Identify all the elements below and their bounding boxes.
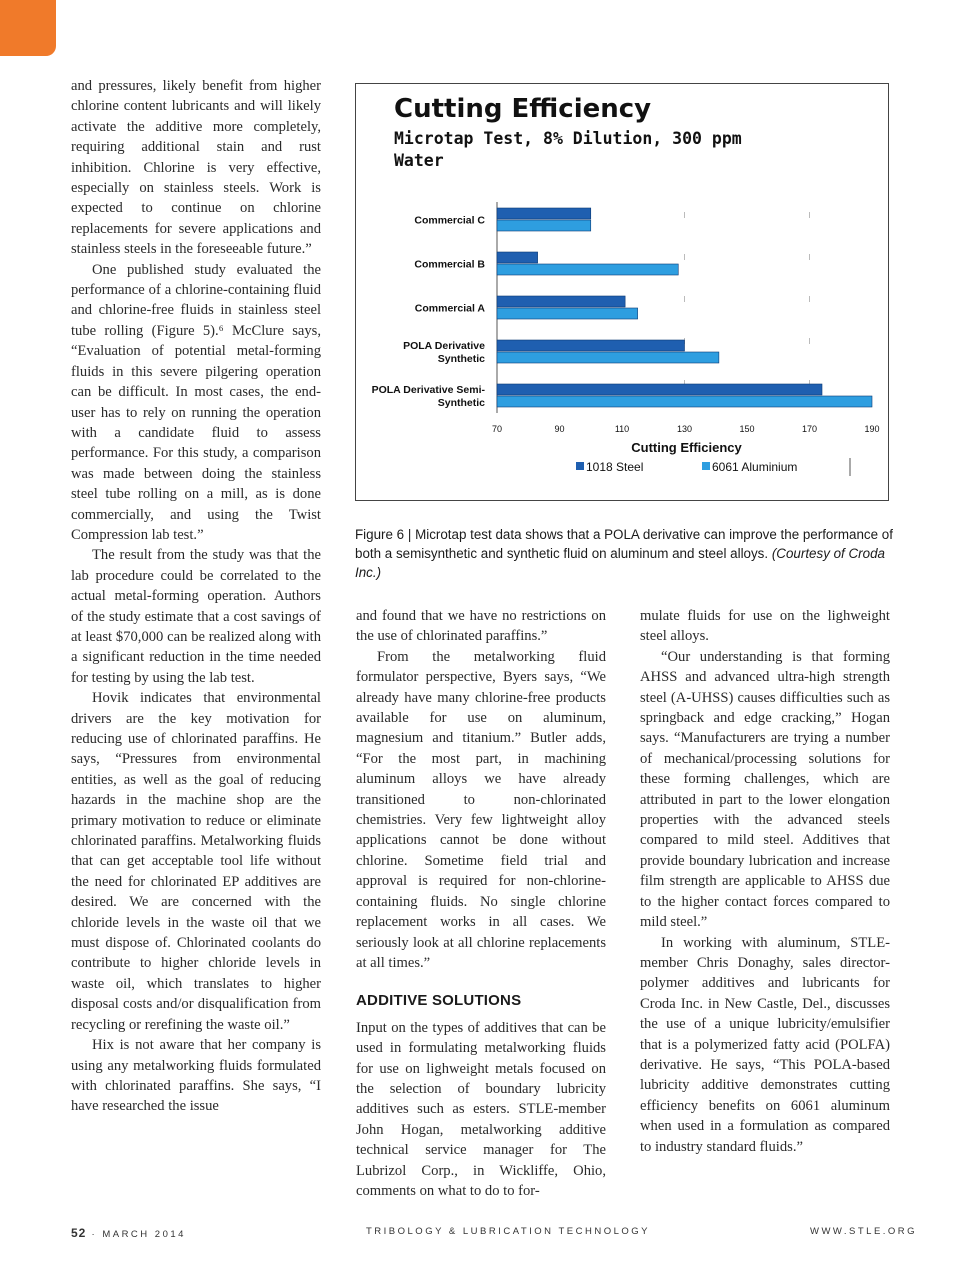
page-number: 52 xyxy=(71,1226,87,1240)
x-tick-label: 70 xyxy=(491,424,503,434)
left-column xyxy=(71,76,321,1117)
bar-6061-aluminium xyxy=(497,396,872,407)
cutting-efficiency-chart xyxy=(356,84,888,500)
category-label: Commercial A xyxy=(414,302,485,315)
category-label: POLA Derivative Semi- xyxy=(371,384,485,396)
caption-label: Figure 6 xyxy=(355,527,405,542)
x-tick-label: 190 xyxy=(864,424,880,434)
middle-paragraph-2: From the metalworking fluid formulator perspective, Byers says, “We already have many chlorine-free products available for use on aluminum, magnesium and titanium.” Butler adds, “For the most part, in machining aluminum alloys we have already transitioned to non-chlorinated chemistries. Very few lightweight alloy applications cannot be done without chlorine. Sometime field trial and approval is required for non-chlorine-containing fluids. No single chlorine replacement works in all cases. We seriously look at all chlorine replacements at all times.” xyxy=(356,648,606,971)
middle-paragraph-1: and found that we have no restrictions on the use of chlorinated paraffins.” xyxy=(356,608,606,645)
bar-1018-steel xyxy=(497,208,591,219)
left-paragraph-5: Hix is not aware that her company is using any metalworking fluids formulated with chlorinated paraffins. She says, “I have researched the issue xyxy=(71,1037,321,1115)
section-heading: ADDITIVE SOLUTIONS xyxy=(356,992,522,1010)
category-label: Commercial B xyxy=(414,258,485,271)
category-label: POLA Derivative xyxy=(403,340,485,352)
legend-label: 6061 Aluminium xyxy=(712,460,798,474)
caption-credit: (Courtesy of Croda Inc.) xyxy=(355,546,885,580)
bar-1018-steel xyxy=(497,384,822,395)
orange-corner-tab xyxy=(0,0,56,56)
category-label: Synthetic xyxy=(437,353,485,365)
bar-1018-steel xyxy=(497,252,538,263)
bar-1018-steel xyxy=(497,340,685,351)
chart-figure xyxy=(355,83,889,501)
x-tick-label: 130 xyxy=(676,424,693,434)
x-axis-label: Cutting Efficiency xyxy=(631,440,742,455)
chart-title: Cutting Efficiency xyxy=(394,94,652,124)
middle-paragraph-3: Input on the types of additives that can be used in formulating metalworking fluids for use on lighweight metals focused on the selection of boundary lubricity additives such as esters. STLE-member John Hogan, metalworking additive technical service manager for The Lubrizol Corp., in Wickliffe, Ohio, comments on what to do to for- xyxy=(356,1019,606,1199)
left-paragraph-2: One published study evaluated the performance of a chlorine-containing fluid and chlorine-free fluids in stainless steel tube rolling (Figure 5).⁶ McClure says, “Evaluation of potential metal-forming fluids in this severe pilgering operation can be difficult. In most cases, the end-user has to rely on running the operation with a candidate fluid to assess performance. For this study, a comparison was made between doing the stainless steel tube rolling on a mill, as is done commercially, and using the Twist Compression lab test.” xyxy=(71,261,321,543)
x-tick-label: 90 xyxy=(554,424,565,434)
bar-1018-steel xyxy=(497,296,625,307)
middle-column xyxy=(356,606,606,1201)
x-tick-label: 170 xyxy=(801,424,818,434)
footer-left xyxy=(71,1226,186,1240)
publication-name: TRIBOLOGY & LUBRICATION TECHNOLOGY xyxy=(366,1226,651,1237)
legend-swatch xyxy=(576,462,584,470)
bar-6061-aluminium xyxy=(497,308,638,319)
left-paragraph-3: The result from the study was that the lab procedure could be correlated to the actual metal-forming operation. Authors of the study estimate that a cost savings of at least $70,000 can be realized along with a significant reduction in the time needed for testing by using the lab test. xyxy=(71,547,321,686)
website: WWW.STLE.ORG xyxy=(810,1226,918,1237)
left-paragraph-4: Hovik indicates that environmental drivers are the key motivation for reducing use of chlorinated paraffins. He says, “Pressures from environmental entities, as well as the goal of reducing hazards in the machine shop are the primary motivation to reduce or eliminate chlorinated paraffins. Metalworking fluids that can get acceptable tool life without the need for chlorinated EP additives are desired. We are concerned with the chloride levels in the waste oil that we must dispose of. Chlorinated coolants do contribute to higher chloride levels in waste oil, which translates to higher disposal costs and/or disqualification from recycling or rerefining the waste oil.” xyxy=(71,690,321,1033)
legend-swatch xyxy=(702,462,710,470)
chart-subtitle: Microtap Test, 8% Dilution, 300 ppm Water xyxy=(394,129,742,170)
footer-separator: · xyxy=(91,1229,98,1240)
legend-label: 1018 Steel xyxy=(586,460,644,474)
right-paragraph-1: mulate fluids for use on the lighweight steel alloys. xyxy=(640,608,890,645)
right-column xyxy=(640,606,890,1157)
left-paragraph-1: and pressures, likely benefit from higher chlorine content lubricants and will likely activate the additive more completely, requiring additional stain and rust inhibition. Chlorine is very effective, especially on stainless steels. Work is expected to continue on chlorine replacements for severe applications and stainless steels in the foreseeable future.” xyxy=(71,78,321,258)
x-tick-label: 150 xyxy=(739,424,755,434)
figure-caption xyxy=(355,525,895,582)
bar-6061-aluminium xyxy=(497,220,591,231)
category-label: Synthetic xyxy=(437,397,485,409)
category-label: Commercial C xyxy=(414,214,485,227)
caption-text: Microtap test data shows that a POLA derivative can improve the performance of both a semisynthetic and synthetic fluid on aluminum and steel alloys. xyxy=(355,527,893,561)
issue-date: MARCH 2014 xyxy=(102,1229,186,1240)
right-paragraph-2: “Our understanding is that forming AHSS and advanced ultra-high strength steel (A-UHSS) causes difficulties such as springback and edge cracking,” Hogan says. “Manufacturers are trying a number of mechanical/processing solutions for these forming challenges, which are attributed in part to the lower elongation properties with the advanced steels compared to mild steel. Additives that provide boundary lubrication and increase film strength are applicable to AHSS due to the higher contact forces compared to mild steel.” xyxy=(640,648,890,931)
right-paragraph-3: In working with aluminum, STLE-member Chris Donaghy, sales director-polymer additives and lubricants for Croda Inc. in New Castle, Del., discusses the use of a unique lubricity/emulsifier that is a polymerized fatty acid (POLFA) derivative. He says, “This POLA-based lubricity additive demonstrates cutting efficiency benefits on 6061 aluminum when used in a formulation as compared to industry standard fluids.” xyxy=(640,934,890,1155)
caption-separator: | xyxy=(407,527,412,542)
bar-6061-aluminium xyxy=(497,264,678,275)
x-tick-label: 110 xyxy=(614,424,630,434)
bar-6061-aluminium xyxy=(497,352,719,363)
